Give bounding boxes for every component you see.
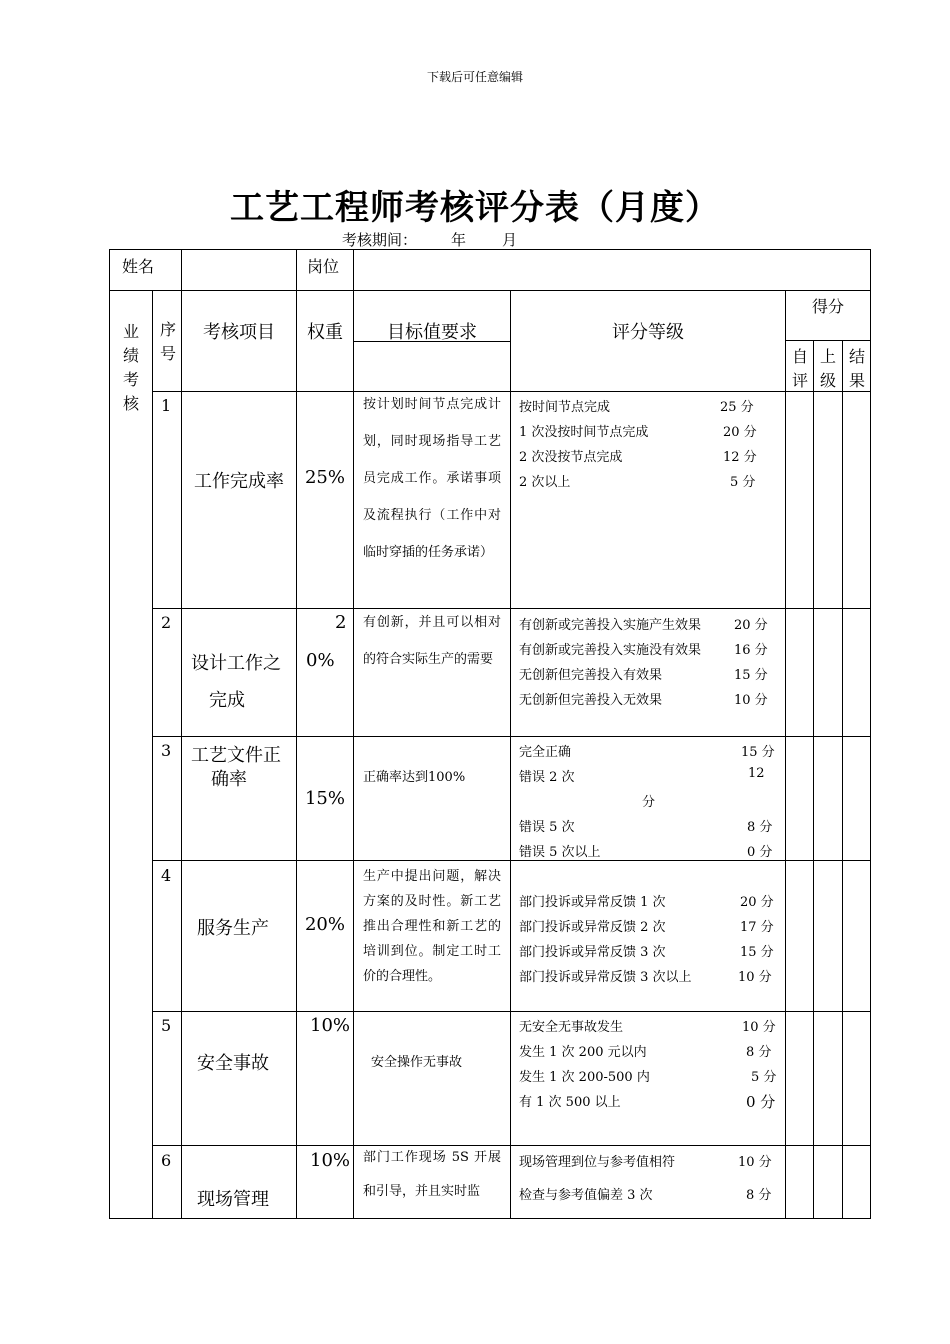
grade-text: 无创新但完善投入有效果 <box>519 668 663 683</box>
grade-score: 5 分 <box>730 475 756 490</box>
row-item: 安全事故 <box>197 1053 269 1074</box>
row-seq: 2 <box>161 613 172 632</box>
grade-score: 12 <box>748 766 765 781</box>
row-seq: 6 <box>161 1151 172 1170</box>
grade-score: 8 分 <box>746 1045 772 1060</box>
row-item: 服务生产 <box>197 918 269 939</box>
row-item-line2: 完成 <box>209 690 245 711</box>
row-weight-part1: 2 <box>335 612 347 633</box>
seq-header: 序 号 <box>159 320 176 363</box>
grade-text: 有创新或完善投入实施产生效果 <box>519 618 702 633</box>
post-label: 岗位 <box>307 257 340 276</box>
grade-score: 5 分 <box>751 1070 777 1085</box>
name-value-field[interactable] <box>183 252 294 288</box>
grade-score: 分 <box>642 795 656 810</box>
row-seq: 1 <box>161 396 172 415</box>
grade-text: 按时间节点完成 <box>519 400 611 415</box>
grade-text: 发生 1 次 200-500 内 <box>519 1070 650 1085</box>
grade-score: 17 分 <box>740 920 774 935</box>
row-target: 按计划时间节点完成计划，同时现场指导工艺员完成工作。承诺事项及流程执行（工作中对临时穿插的任务承诺） <box>363 397 501 560</box>
target-header: 目标值要求 <box>387 322 477 343</box>
row-target: 部门工作现场 5S 开展和引导，并且实时监 <box>363 1150 501 1199</box>
row-seq: 4 <box>161 866 172 885</box>
grade-score: 0 分 <box>746 1093 776 1111</box>
row-target: 生产中提出问题，解决方案的及时性。新工艺推出合理性和新工艺的培训到位。制定工时工价的合理性。 <box>363 869 501 984</box>
grade-score: 15 分 <box>740 945 774 960</box>
grade-text: 完全正确 <box>519 745 572 760</box>
row-weight: 25% <box>304 467 345 488</box>
section-label: 业 绩 考 核 <box>122 322 139 413</box>
grade-text: 无安全无事故发生 <box>519 1020 624 1035</box>
grade-text: 错误 5 次以上 <box>519 845 601 860</box>
row-item: 工作完成率 <box>194 471 284 492</box>
row-weight: 15% <box>304 788 345 809</box>
grade-text: 有创新或完善投入实施没有效果 <box>519 643 702 658</box>
grade-text: 发生 1 次 200 元以内 <box>519 1045 647 1060</box>
grade-score: 12 分 <box>723 450 757 465</box>
header-note: 下载后可任意编辑 <box>426 70 523 84</box>
period-label: 考核期间： <box>342 231 418 249</box>
assessment-period <box>342 229 517 250</box>
grade-score: 20 分 <box>734 618 768 633</box>
grade-text: 部门投诉或异常反馈 2 次 <box>519 920 666 935</box>
grade-text: 现场管理到位与参考值相符 <box>519 1155 676 1170</box>
row-target: 有创新，并且可以相对的符合实际生产的需要 <box>363 615 501 667</box>
superior-eval-header: 上 级 <box>819 347 836 390</box>
row-weight-part2: 0% <box>306 650 335 671</box>
grade-score: 10 分 <box>742 1020 776 1035</box>
grade-text: 无创新但完善投入无效果 <box>519 693 663 708</box>
score-header: 得分 <box>811 297 844 316</box>
period-month: 月 <box>502 231 518 249</box>
grading-header: 评分等级 <box>612 322 684 343</box>
result-header: 结 果 <box>848 347 865 390</box>
grade-text: 部门投诉或异常反馈 1 次 <box>519 895 666 910</box>
grade-text: 错误 2 次 <box>519 770 575 785</box>
grade-text: 部门投诉或异常反馈 3 次 <box>519 945 666 960</box>
page-title: 工艺工程师考核评分表（月度） <box>230 188 720 228</box>
grade-score: 16 分 <box>734 643 768 658</box>
grade-score: 20 分 <box>723 425 757 440</box>
grade-text: 错误 5 次 <box>519 820 575 835</box>
grade-score: 25 分 <box>720 400 754 415</box>
item-header: 考核项目 <box>203 322 275 343</box>
row-seq: 5 <box>161 1016 172 1035</box>
grade-score: 15 分 <box>734 668 768 683</box>
period-year: 年 <box>451 231 467 249</box>
row-weight: 20% <box>304 914 345 935</box>
grade-score: 20 分 <box>740 895 774 910</box>
grade-score: 10 分 <box>738 1155 772 1170</box>
grade-score: 8 分 <box>747 820 773 835</box>
weight-header: 权重 <box>307 322 343 343</box>
grade-text: 2 次以上 <box>519 475 571 490</box>
name-label: 姓名 <box>122 257 155 276</box>
row-seq: 3 <box>161 741 172 760</box>
row-target: 安全操作无事故 <box>371 1055 463 1070</box>
grade-text: 检查与参考值偏差 3 次 <box>519 1188 653 1203</box>
grade-score: 8 分 <box>746 1188 772 1203</box>
grade-text: 有 1 次 500 以上 <box>519 1095 621 1110</box>
grade-score: 10 分 <box>738 970 772 985</box>
row-weight: 10% <box>310 1150 351 1171</box>
grade-text: 1 次没按时间节点完成 <box>519 425 649 440</box>
row-item-line2: 确率 <box>211 769 247 790</box>
row-weight: 10% <box>310 1015 351 1036</box>
row-target: 正确率达到100% <box>363 770 466 785</box>
row-item-line1: 工艺文件正 <box>191 745 281 766</box>
grade-score: 10 分 <box>734 693 768 708</box>
post-value-field[interactable] <box>356 252 868 288</box>
grade-text: 部门投诉或异常反馈 3 次以上 <box>519 970 692 985</box>
grade-score: 15 分 <box>741 745 775 760</box>
grade-text: 2 次没按节点完成 <box>519 450 623 465</box>
grade-score: 0 分 <box>747 845 773 860</box>
row-item: 现场管理 <box>197 1189 269 1210</box>
row-item-line1: 设计工作之 <box>191 653 281 674</box>
self-eval-header: 自 评 <box>791 347 808 390</box>
